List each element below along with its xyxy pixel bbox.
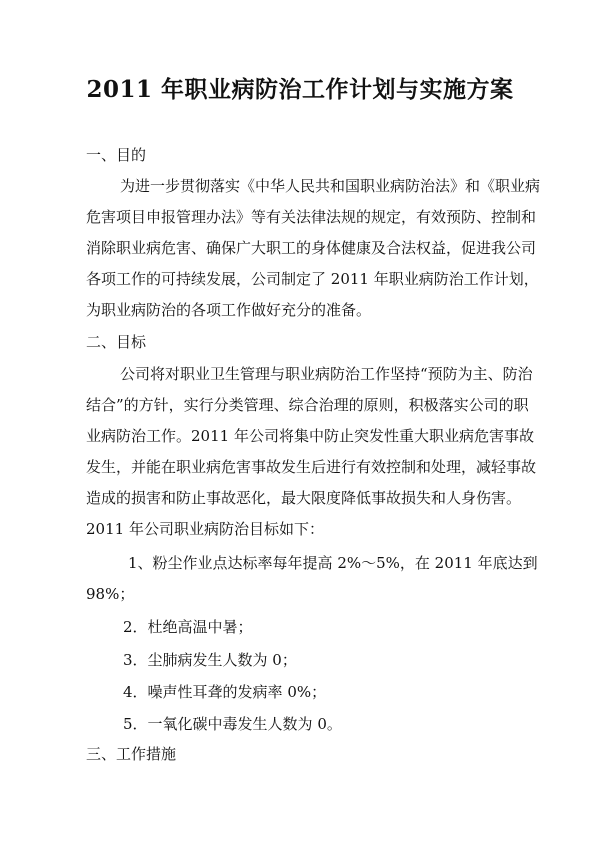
paragraph-line: 业病防治工作。2011 年公司将集中防止突发性重大职业病危害事故 — [86, 427, 534, 445]
goal-item: 4．噪声性耳聋的发病率 0%； — [123, 683, 327, 701]
paragraph-line: 为进一步贯彻落实《中华人民共和国职业病防治法》和《职业病 — [120, 177, 541, 195]
goal-item-continuation: 98%； — [86, 585, 135, 603]
goal-item: 5．一氧化碳中毒发生人数为 0。 — [123, 715, 342, 733]
paragraph-line: 结合”的方针，实行分类管理、综合治理的原则，积极落实公司的职 — [86, 396, 529, 414]
paragraph-line: 消除职业病危害、确保广大职工的身体健康及合法权益，促进我公司 — [86, 239, 537, 257]
paragraph-line: 发生，并能在职业病危害事故发生后进行有效控制和处理，减轻事故 — [86, 458, 537, 476]
section-heading-purpose: 一、目的 — [86, 146, 147, 164]
goal-item: 1、粉尘作业点达标率每年提高 2%～5%，在 2011 年底达到 — [128, 554, 538, 572]
paragraph-line: 各项工作的可持续发展，公司制定了 2011 年职业病防治工作计划， — [86, 270, 539, 288]
paragraph-line: 造成的损害和防止事故恶化，最大限度降低事故损失和人身伤害。 — [86, 489, 522, 507]
section-heading-measures: 三、工作措施 — [86, 745, 177, 763]
paragraph-line: 危害项目申报管理办法》等有关法律法规的规定，有效预防、控制和 — [86, 208, 537, 226]
paragraph-line: 公司将对职业卫生管理与职业病防治工作坚持“预防为主、防治 — [120, 365, 533, 383]
goal-item: 3．尘肺病发生人数为 0； — [123, 651, 297, 669]
section-heading-goals: 二、目标 — [86, 333, 147, 351]
paragraph-line: 为职业病防治的各项工作做好充分的准备。 — [86, 301, 372, 319]
paragraph-line: 2011 年公司职业病防治目标如下： — [86, 520, 324, 538]
goal-item: 2．杜绝高温中暑； — [123, 618, 253, 636]
document-title: 2011 年职业病防治工作计划与实施方案 — [86, 76, 514, 103]
